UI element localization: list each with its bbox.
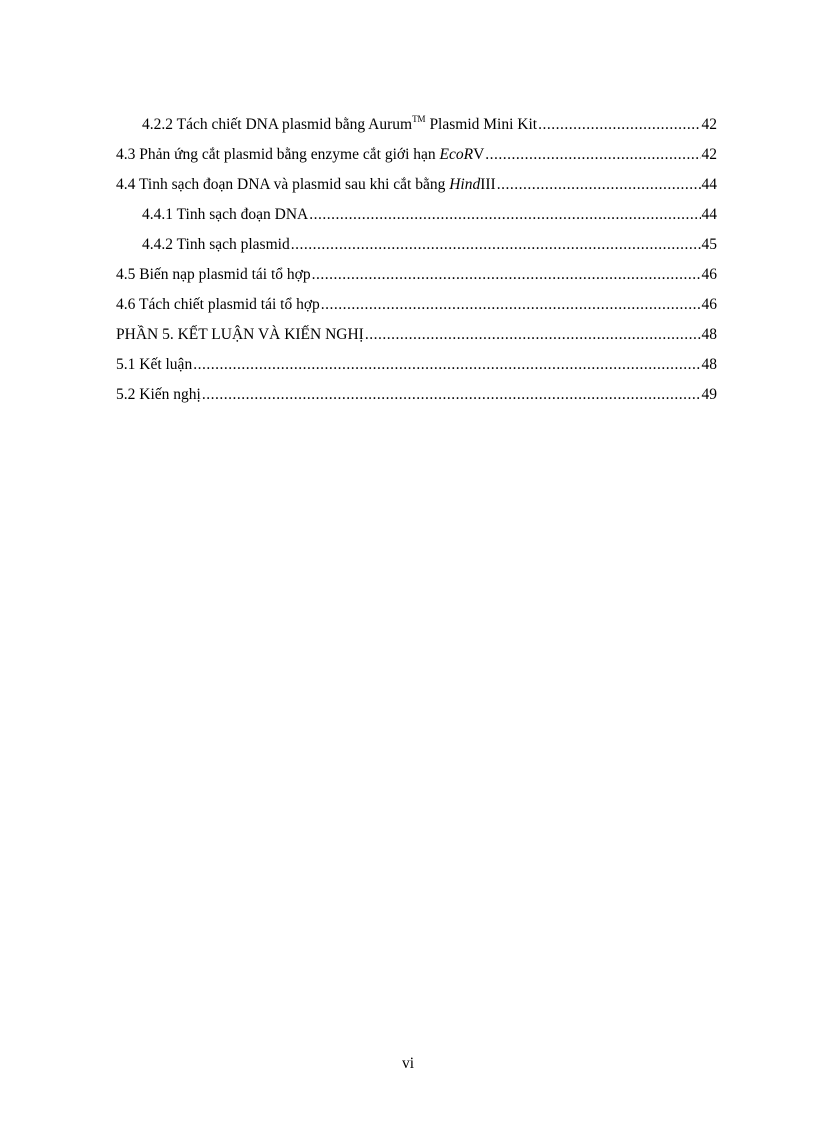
dot-leader xyxy=(497,170,701,200)
toc-page-number: 42 xyxy=(701,146,717,163)
toc-entry-title: 4.4.1 Tinh sạch đoạn DNA xyxy=(142,206,309,223)
toc-page-number: 44 xyxy=(701,206,717,223)
toc-entry-5-2[interactable] xyxy=(116,380,717,410)
toc-entry-title: 4.4 Tinh sạch đoạn DNA và plasmid sau khi cắt bằng HindIII xyxy=(116,176,496,193)
toc-entry-4-3[interactable] xyxy=(116,140,717,170)
toc-page-number: 42 xyxy=(701,116,717,133)
dot-leader xyxy=(193,350,700,380)
toc-entry-4-4[interactable] xyxy=(116,170,717,200)
toc-entry-title: 4.3 Phản ứng cắt plasmid bằng enzyme cắt giới hạn EcoRV xyxy=(116,146,485,163)
toc-entry-4-6[interactable] xyxy=(116,290,717,320)
toc-entry-4-4-2[interactable] xyxy=(116,230,717,260)
toc-entry-title: 4.4.2 Tinh sạch plasmid xyxy=(142,236,290,253)
toc-page-number: 48 xyxy=(701,326,717,343)
table-of-contents xyxy=(116,110,717,410)
dot-leader xyxy=(202,380,701,410)
toc-entry-title: 4.6 Tách chiết plasmid tái tổ hợp xyxy=(116,296,320,313)
toc-entry-4-5[interactable] xyxy=(116,260,717,290)
toc-entry-title: 5.1 Kết luận xyxy=(116,356,193,373)
toc-page-number: 44 xyxy=(701,176,717,193)
page-number-footer: vi xyxy=(401,1055,415,1072)
toc-entry-title: 5.2 Kiến nghị xyxy=(116,386,201,403)
toc-entry-title: PHẦN 5. KẾT LUẬN VÀ KIẾN NGHỊ xyxy=(116,326,364,343)
toc-entry-4-4-1[interactable] xyxy=(116,200,717,230)
toc-entry-title: 4.2.2 Tách chiết DNA plasmid bằng Aurum™ Plasmid Mini Kit xyxy=(142,114,538,133)
dot-leader xyxy=(309,200,700,230)
dot-leader xyxy=(321,290,701,320)
toc-page-number: 48 xyxy=(701,356,717,373)
toc-entry-title: 4.5 Biến nạp plasmid tái tổ hợp xyxy=(116,266,311,283)
toc-entry-5-1[interactable] xyxy=(116,350,717,380)
toc-page-number: 49 xyxy=(701,386,717,403)
dot-leader xyxy=(291,230,701,260)
dot-leader xyxy=(365,320,701,350)
dot-leader xyxy=(538,110,700,140)
toc-entry-part-5[interactable] xyxy=(116,320,717,350)
toc-page-number: 46 xyxy=(701,266,717,283)
toc-page-number: 45 xyxy=(701,236,717,253)
dot-leader xyxy=(312,260,701,290)
toc-entry-4-2-2[interactable] xyxy=(116,110,717,140)
dot-leader xyxy=(485,140,700,170)
toc-page-number: 46 xyxy=(701,296,717,313)
